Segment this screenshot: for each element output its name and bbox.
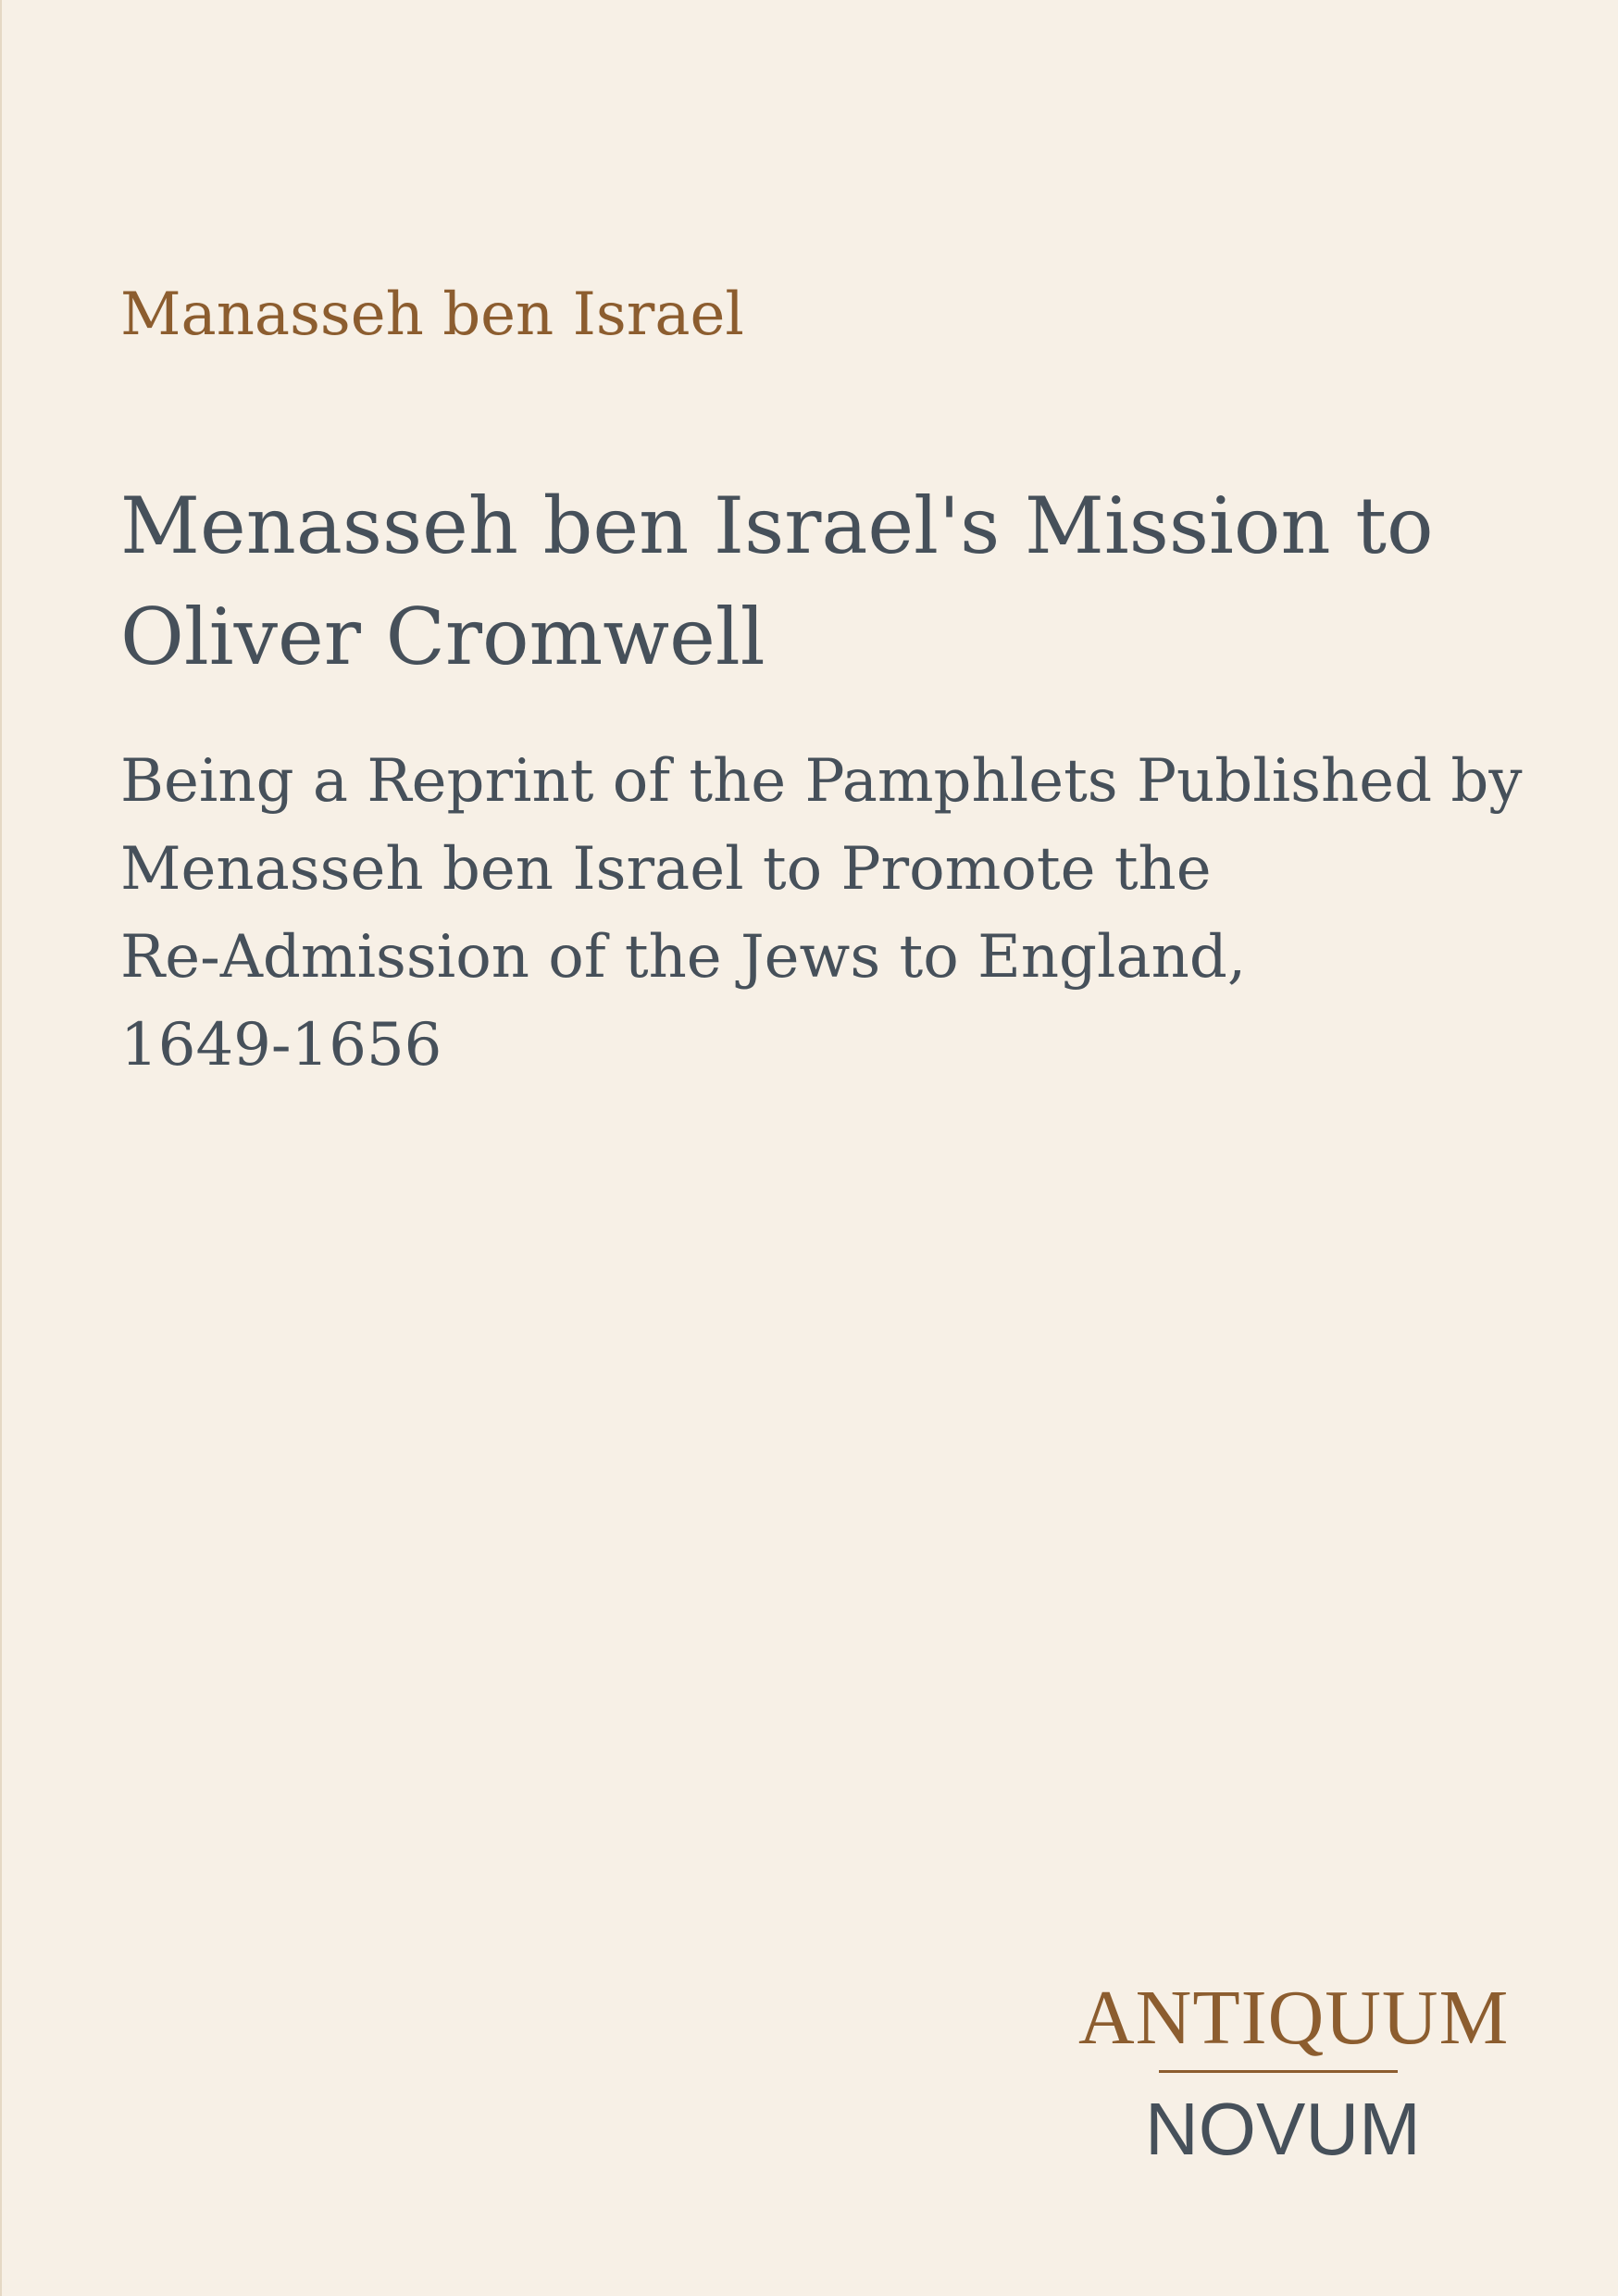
author-name: Manasseh ben Israel	[120, 281, 744, 349]
publisher-name-antiquum: ANTIQUUM	[1078, 1975, 1510, 2061]
book-title-line: Oliver Cromwell	[120, 592, 765, 682]
book-subtitle-line: 1649-1656	[120, 1011, 442, 1079]
book-subtitle-line: Being a Reprint of the Pamphlets Published by	[120, 747, 1523, 816]
book-subtitle	[120, 738, 1564, 1090]
book-title	[120, 470, 1527, 693]
book-title-line: Menasseh ben Israel's Mission to	[120, 480, 1434, 571]
book-subtitle-line: Re-Admission of the Jews to England,	[120, 923, 1247, 992]
page-edge-line	[0, 0, 2, 2296]
publisher-divider-rule	[1159, 2070, 1398, 2073]
publisher-name-novum: NOVUM	[1145, 2088, 1421, 2170]
book-subtitle-line: Menasseh ben Israel to Promote the	[120, 835, 1212, 904]
publisher-logo	[1069, 1972, 1510, 2176]
